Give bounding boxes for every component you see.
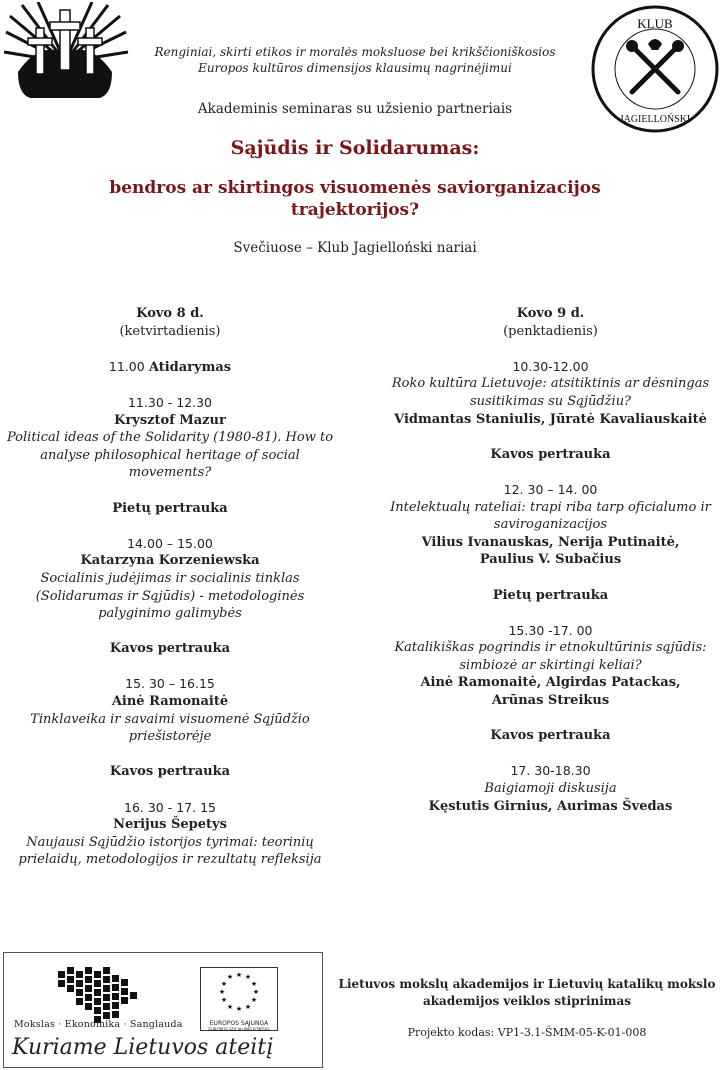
day2-weekday: (penktadienis)	[503, 323, 598, 339]
intro-line: Renginiai, skirti etikos ir moralės moksluose bei krikščioniškosios	[154, 45, 556, 59]
subtitle-line: trajektorijos?	[290, 200, 420, 220]
session-title: Baigiamoji diskusija	[484, 781, 617, 797]
session-title: prielaidų, metodologijos ir rezultatų refleksija	[18, 852, 322, 868]
session-title: Intelektualų rateliai: trapi riba tarp oficialumo ir	[390, 499, 711, 515]
session-speakers: Kęstutis Girnius, Aurimas Švedas	[428, 798, 673, 814]
session-title: Socialinis judėjimas ir socialinis tinklas	[40, 570, 300, 586]
eu-flag-logo	[200, 967, 278, 1031]
page-subtitle	[40, 177, 670, 221]
svg-text:★: ★	[220, 996, 228, 1004]
session-speakers: Vidmantas Staniulis, Jūratė Kavaliauskaitė	[394, 411, 707, 427]
coffee-break: Kavos pertrauka	[490, 728, 611, 744]
project-name	[328, 976, 726, 1010]
coffee-break: Kavos pertrauka	[109, 641, 231, 657]
svg-text:★: ★	[235, 971, 243, 979]
session-title: Political ideas of the Solidarity (1980-81). How to	[6, 430, 334, 446]
slogan: Kuriame Lietuvos ateitį	[12, 1035, 274, 1060]
session-time: 12. 30 – 14. 00	[503, 481, 598, 497]
session-time: 17. 30-18.30	[510, 763, 591, 779]
svg-text:★: ★	[218, 988, 226, 996]
session-time: 11.30 - 12.30	[127, 394, 213, 410]
svg-text:★: ★	[252, 988, 260, 996]
svg-text:★: ★	[244, 1003, 252, 1011]
session-speakers: Paulius V. Subačius	[479, 552, 622, 568]
project-line: Lietuvos mokslų akademijos ir Lietuvių katalikų mokslo	[338, 977, 716, 991]
footer-logo-box	[3, 952, 323, 1068]
svg-text:★: ★	[220, 980, 228, 988]
session-speaker: Nerijus Šepetys	[113, 817, 227, 833]
mes-caption: Mokslas · Ekonomika · Sanglauda	[14, 1019, 183, 1030]
session-title: palyginimo galimybės	[98, 606, 242, 622]
session-time: 10.30-12.00	[512, 358, 589, 374]
page-title: Sąjūdis ir Solidarumas:	[230, 137, 480, 159]
day1-weekday: (ketvirtadienis)	[119, 323, 221, 339]
guests-line: Svečiuose – Klub Jagielloński nariai	[233, 240, 477, 256]
session-time: 15.30 -17. 00	[508, 622, 593, 638]
session-title: susitikimas su Sąjūdžiu?	[469, 393, 632, 409]
session-speaker: Ainė Ramonaitė	[111, 694, 229, 710]
session-title: saviroganizacijos	[493, 517, 608, 533]
project-code: Projekto kodas: VP1-3.1-ŠMM-05-K-01-008	[407, 1026, 647, 1039]
session-speakers: Ainė Ramonaitė, Algirdas Patackas,	[420, 675, 681, 691]
session-title: Tinklaveika ir savaimi visuomenė Sąjūdžio	[30, 711, 310, 727]
session-speaker: Katarzyna Korzeniewska	[80, 553, 260, 569]
session-title: movements?	[128, 465, 212, 481]
day1-date: Kovo 8 d.	[136, 306, 204, 321]
session-time: 15. 30 – 16.15	[125, 676, 215, 692]
esf-label: EUROPOS SOCIALINIS FONDAS	[208, 1027, 270, 1032]
day1-schedule	[0, 305, 340, 869]
session-title: (Solidarumas ir Sąjūdis) - metodologinės	[35, 588, 305, 604]
klub-jagiellonski-logo	[590, 4, 720, 134]
event-intro	[150, 44, 560, 76]
session-time: 16. 30 - 17. 15	[124, 799, 216, 815]
opening-label: Atidarymas	[148, 359, 232, 375]
intro-line: Europos kultūros dimensijos klausimų nagrinėjimui	[198, 61, 512, 75]
session-title: priešistorėje	[128, 729, 212, 745]
lunch-break: Pietų pertrauka	[112, 500, 228, 516]
coffee-break: Kavos pertrauka	[109, 764, 231, 780]
svg-text:★: ★	[226, 973, 234, 981]
session-time: 14.00 – 15.00	[127, 535, 213, 551]
session-speakers: Vilius Ivanauskas, Nerija Putinaitė,	[421, 534, 680, 550]
project-line: akademijos veiklos stiprinimas	[422, 994, 632, 1008]
svg-text:★: ★	[250, 996, 258, 1004]
day2-date: Kovo 9 d.	[516, 306, 585, 321]
svg-text:★: ★	[250, 980, 258, 988]
svg-text:★: ★	[235, 1005, 243, 1013]
svg-text:JAGIELLOŃSKI: JAGIELLOŃSKI	[619, 114, 691, 125]
session-title: simbiozė ar skirtingi keliai?	[459, 657, 642, 673]
session-title: Naujausi Sąjūdžio istorijos tyrimai: teorinių	[26, 834, 314, 850]
coffee-break: Kavos pertrauka	[490, 446, 611, 462]
svg-text:★: ★	[226, 1003, 234, 1011]
session-title: Katalikiškas pogrindis ir etnokultūrinis sąjūdis:	[394, 640, 707, 656]
eu-label: EUROPOS SĄJUNGA	[209, 1020, 269, 1027]
lunch-break: Pietų pertrauka	[492, 587, 609, 603]
day2-schedule	[378, 305, 723, 815]
subtitle-line: bendros ar skirtingos visuomenės saviorganizacijos	[109, 178, 601, 198]
seminar-line: Akademinis seminaras su užsienio partneriais	[197, 101, 513, 117]
crosses-logo	[0, 2, 150, 98]
session-speakers: Arūnas Streikus	[491, 693, 610, 709]
svg-text:★: ★	[244, 973, 252, 981]
session-title: analyse philosophical heritage of social	[40, 447, 300, 463]
opening-time: 11.00	[108, 358, 145, 374]
session-speaker: Krysztof Mazur	[114, 412, 226, 428]
svg-text:KLUB: KLUB	[637, 16, 673, 31]
session-title: Roko kultūra Lietuvoje: atsitiktinis ar dėsningas	[391, 376, 710, 392]
